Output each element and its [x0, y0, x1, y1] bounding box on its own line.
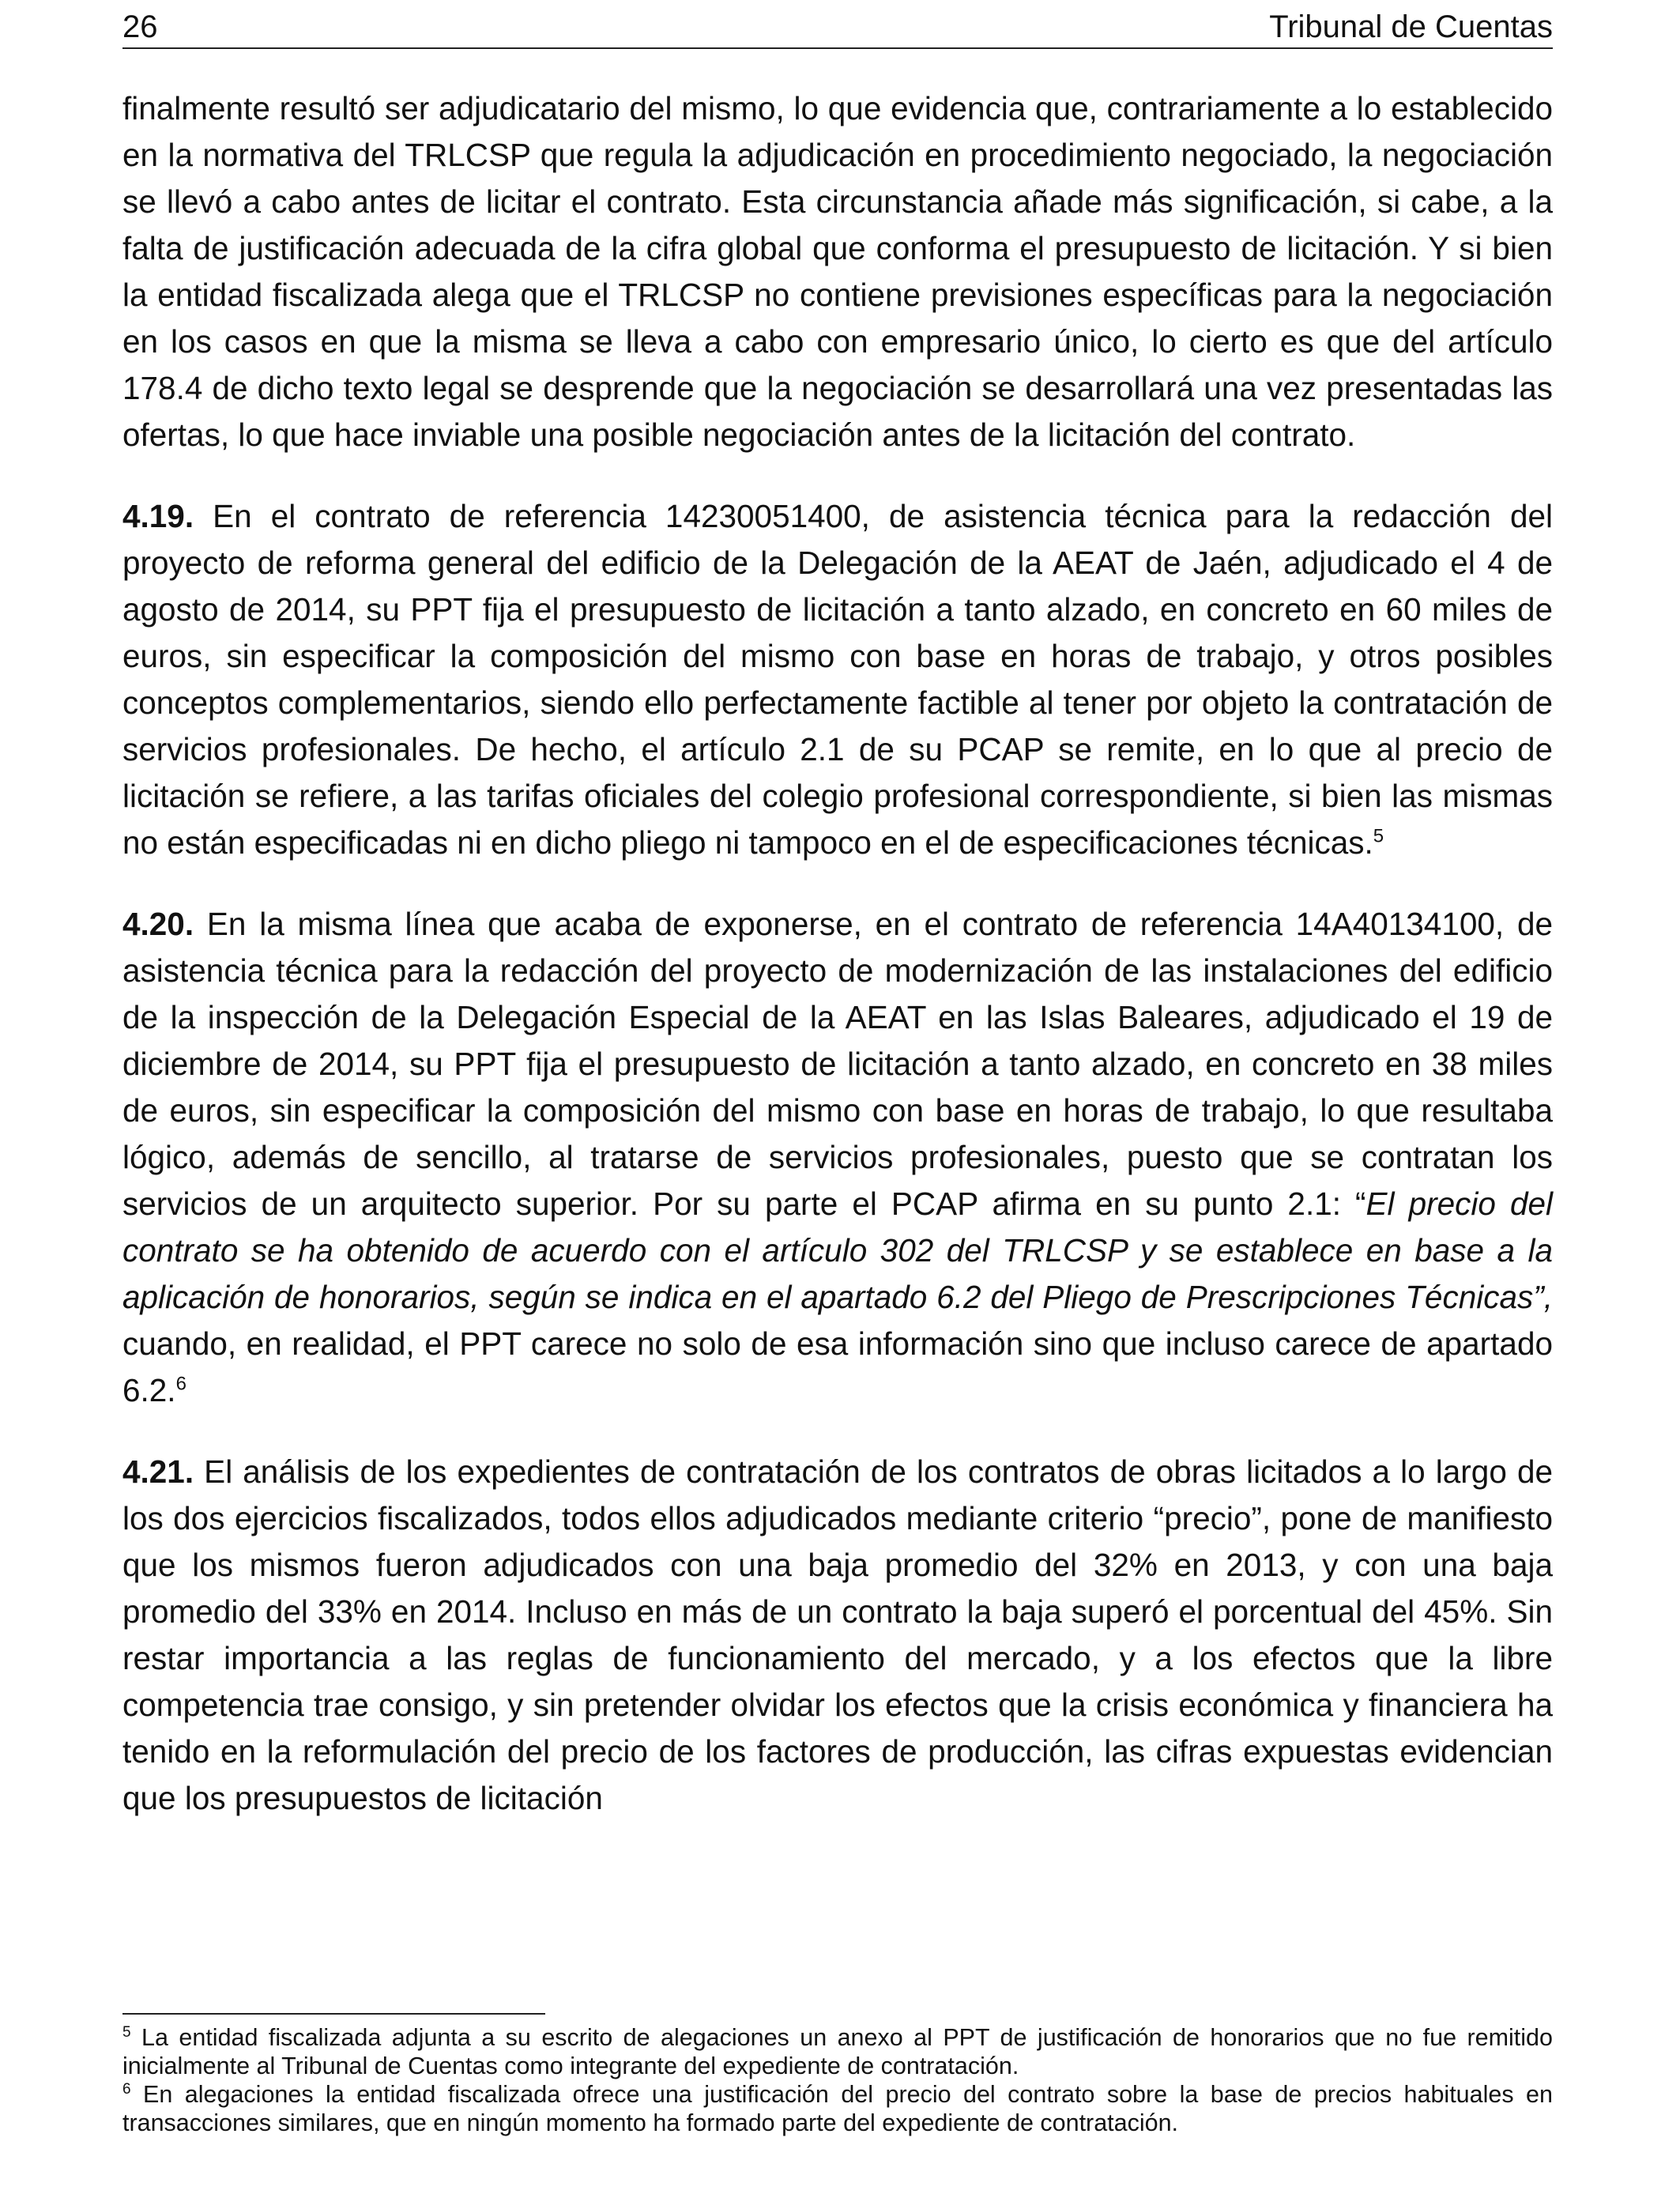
- footnote: [122, 2023, 1553, 2080]
- footnote: [122, 2080, 1553, 2137]
- paragraph-number: 4.20.: [122, 906, 194, 942]
- page-header: [122, 6, 1553, 49]
- body-text: [122, 85, 1553, 1857]
- paragraph-text: El análisis de los expedientes de contratación de los contratos de obras licitados a lo largo de los dos ejercicios fiscalizados, todos ellos adjudicados mediante criterio “precio”, pone de manifiesto que los mismos fueron adjudicados con una baja promedio del 32% en 2013, y con una baja promedio del 33% en 2014. Incluso en más de un contrato la baja superó el porcentual del 45%. Sin restar importancia a las reglas de funcionamiento del mercado, y a los efectos que la libre competencia trae consigo, y sin pretender olvidar los efectos que la crisis económica y financiera ha tenido en la reformulación del precio de los factores de producción, las cifras expuestas evidencian que los presupuestos de licitación: [122, 1453, 1553, 1816]
- paragraph-text-tail: cuando, en realidad, el PPT carece no solo de esa información sino que incluso carece de apartado 6.2.: [122, 1325, 1553, 1408]
- header-title: Tribunal de Cuentas: [1269, 9, 1553, 44]
- paragraph-number: 4.19.: [122, 498, 194, 534]
- footnote-reference: 5: [1373, 825, 1384, 847]
- quoted-text: El precio del contrato se ha obtenido de acuerdo con el artículo 302 del TRLCSP y se establece en base a la aplicación de honorarios, según se indica en el apartado 6.2 del Pliego de Prescripciones Técnicas”,: [122, 1186, 1553, 1315]
- paragraph-4-21: [122, 1449, 1553, 1822]
- footnote-mark: 5: [122, 2023, 131, 2041]
- footnote-reference: 6: [175, 1373, 186, 1395]
- footnote-mark: 6: [122, 2080, 131, 2098]
- paragraph-4-19: [122, 493, 1553, 866]
- footnote-text: La entidad fiscalizada adjunta a su escrito de alegaciones un anexo al PPT de justificación de honorarios que no fue remitido inicialmente al Tribunal de Cuentas como integrante del expediente de contratación.: [122, 2024, 1553, 2079]
- paragraph-text: En el contrato de referencia 14230051400, de asistencia técnica para la redacción del proyecto de reforma general del edificio de la Delegación de la AEAT de Jaén, adjudicado el 4 de agosto de 2014, su PPT fija el presupuesto de licitación a tanto alzado, en concreto en 60 miles de euros, sin especificar la composición del mismo con base en horas de trabajo, y otros posibles conceptos complementarios, siendo ello perfectamente factible al tener por objeto la contratación de servicios profesionales. De hecho, el artículo 2.1 de su PCAP se remite, en lo que al precio de licitación se refiere, a las tarifas oficiales del colegio profesional correspondiente, si bien las mismas no están especificadas ni en dicho pliego ni tampoco en el de especificaciones técnicas.: [122, 498, 1553, 861]
- footnote-text: En alegaciones la entidad fiscalizada ofrece una justificación del precio del contrato sobre la base de precios habituales en transacciones similares, que en ningún momento ha formado parte del expediente de contratación.: [122, 2081, 1553, 2136]
- page-number: 26: [122, 9, 158, 44]
- paragraph-4-20: [122, 901, 1553, 1414]
- footnote-separator: [122, 2013, 545, 2015]
- paragraph-number: 4.21.: [122, 1453, 194, 1490]
- footnotes: [122, 2023, 1553, 2137]
- paragraph-continuation: finalmente resultó ser adjudicatario del mismo, lo que evidencia que, contrariamente a lo establecido en la normativa del TRLCSP que regula la adjudicación en procedimiento negociado, la negociación se llevó a cabo antes de licitar el contrato. Esta circunstancia añade más significación, si cabe, a la falta de justificación adecuada de la cifra global que conforma el presupuesto de licitación. Y si bien la entidad fiscalizada alega que el TRLCSP no contiene previsiones específicas para la negociación en los casos en que la misma se lleva a cabo con empresario único, lo cierto es que del artículo 178.4 de dicho texto legal se desprende que la negociación se desarrollará una vez presentadas las ofertas, lo que hace inviable una posible negociación antes de la licitación del contrato.: [122, 90, 1553, 453]
- paragraph-text: En la misma línea que acaba de exponerse, en el contrato de referencia 14A40134100, de asistencia técnica para la redacción del proyecto de modernización de las instalaciones del edificio de la inspección de la Delegación Especial de la AEAT en las Islas Baleares, adjudicado el 19 de diciembre de 2014, su PPT fija el presupuesto de licitación a tanto alzado, en concreto en 38 miles de euros, sin especificar la composición del mismo con base en horas de trabajo, lo que resultaba lógico, además de sencillo, al tratarse de servicios profesionales, puesto que se contratan los servicios de un arquitecto superior. Por su parte el PCAP afirma en su punto 2.1: “: [122, 906, 1553, 1222]
